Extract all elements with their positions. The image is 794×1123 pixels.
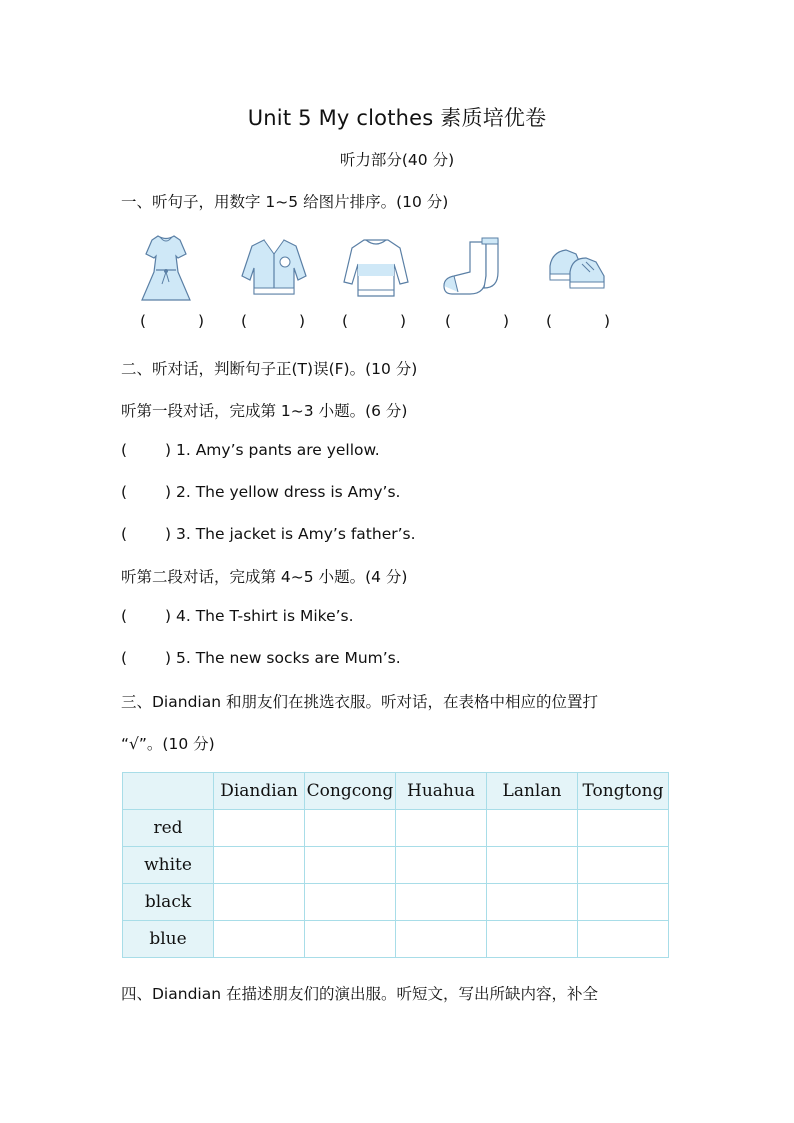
question-1[interactable]: ( ) 1. Amy’s pants are yellow. — [121, 441, 380, 459]
answer-cell[interactable] — [305, 884, 396, 921]
col-header-huahua: Huahua — [396, 773, 487, 810]
table-row — [123, 884, 669, 921]
dress-icon — [136, 232, 214, 304]
socks-icon — [440, 232, 518, 304]
section1-heading: 一、听句子，用数字 1~5 给图片排序。(10 分) — [121, 193, 449, 211]
question-3[interactable]: ( ) 3. The jacket is Amy’s father’s. — [121, 525, 416, 543]
section4-heading: 四、Diandian 在描述朋友们的演出服。听短文，写出所缺内容，补全 — [121, 985, 598, 1003]
page-title: Unit 5 My clothes 素质培优卷 — [247, 106, 547, 130]
section2-heading: 二、听对话，判断句子正(T)误(F)。(10 分) — [121, 360, 418, 378]
answer-cell[interactable] — [487, 884, 578, 921]
answer-cell[interactable] — [487, 810, 578, 847]
row-label-black: black — [123, 884, 214, 921]
answer-cell[interactable] — [396, 847, 487, 884]
answer-cell[interactable] — [578, 884, 669, 921]
answer-cell[interactable] — [487, 921, 578, 958]
table-row — [123, 810, 669, 847]
answer-cell[interactable] — [305, 810, 396, 847]
answer-cell[interactable] — [578, 810, 669, 847]
section3-heading-line2: “√”。(10 分) — [121, 735, 215, 753]
col-header-congcong: Congcong — [305, 773, 396, 810]
section2-part1: 听第一段对话，完成第 1~3 小题。(6 分) — [121, 402, 408, 420]
jacket-icon — [238, 232, 316, 304]
col-header-tongtong: Tongtong — [578, 773, 669, 810]
answer-cell[interactable] — [305, 921, 396, 958]
answer-cell[interactable] — [214, 810, 305, 847]
table-row — [123, 921, 669, 958]
listening-part-subtitle: 听力部分(40 分) — [339, 151, 455, 169]
shoes-icon — [542, 232, 620, 304]
row-label-blue: blue — [123, 921, 214, 958]
row-label-white: white — [123, 847, 214, 884]
table-header-row — [123, 773, 669, 810]
col-header-lanlan: Lanlan — [487, 773, 578, 810]
col-header-diandian: Diandian — [214, 773, 305, 810]
answer-cell[interactable] — [214, 884, 305, 921]
answer-cell[interactable] — [578, 921, 669, 958]
answer-cell[interactable] — [487, 847, 578, 884]
section3-heading-line1: 三、Diandian 和朋友们在挑选衣服。听对话，在表格中相应的位置打 — [121, 693, 598, 711]
question-2[interactable]: ( ) 2. The yellow dress is Amy’s. — [121, 483, 401, 501]
picture-row: ( ) ( ) ( ) ( ) ( ) — [130, 232, 630, 342]
section2-part2: 听第二段对话，完成第 4~5 小题。(4 分) — [121, 568, 408, 586]
answer-cell[interactable] — [578, 847, 669, 884]
question-5[interactable]: ( ) 5. The new socks are Mum’s. — [121, 649, 401, 667]
row-label-red: red — [123, 810, 214, 847]
table-row — [123, 847, 669, 884]
answer-cell[interactable] — [305, 847, 396, 884]
answer-cell[interactable] — [396, 884, 487, 921]
answer-cell[interactable] — [396, 921, 487, 958]
color-check-table — [122, 772, 669, 958]
sweater-icon — [340, 232, 418, 304]
answer-cell[interactable] — [396, 810, 487, 847]
answer-cell[interactable] — [214, 847, 305, 884]
answer-cell[interactable] — [214, 921, 305, 958]
question-4[interactable]: ( ) 4. The T-shirt is Mike’s. — [121, 607, 354, 625]
table-corner-cell — [123, 773, 214, 810]
